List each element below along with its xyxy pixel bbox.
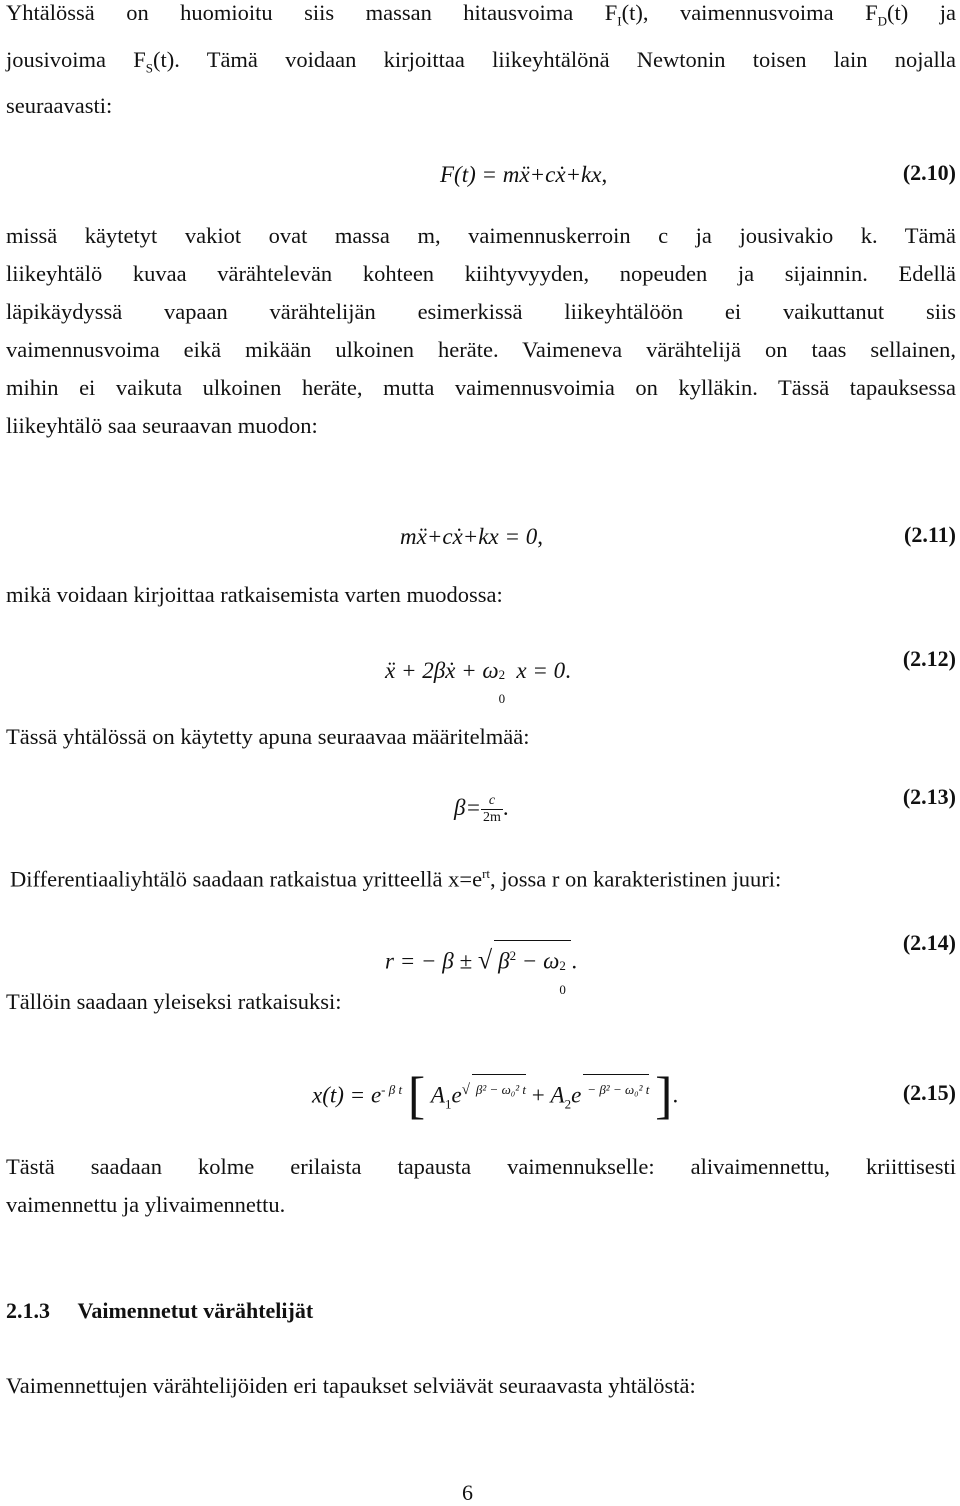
paragraph-2-line-2: liikeyhtälö kuvaa värähtelevän kohteen kiihtyvyyden, nopeuden ja sijainnin. Edellä (6, 261, 956, 286)
paragraph-2-line-6: liikeyhtälö saa seuraavan muodon: (6, 413, 318, 438)
square-root: $\beta^2 - \omega$ 2 0 (494, 940, 571, 977)
page-number: 6 (462, 1480, 473, 1505)
equation-2-15: $x(t) = e^{- \beta t}$ [ $A_1e^{√ \beta^2 - \omega_0^2 t} + A_2e$ $^{- \beta^2 - \omega_0^2 t}$ ]. (312, 1067, 679, 1125)
equation-2-14: r = − β ± √ $\beta^2 - \omega$ 2 0 . (385, 940, 577, 977)
equation-number-2-14: (2.14) (902, 930, 956, 955)
paragraph-7-line-2: vaimennettu ja ylivaimennettu. (6, 1192, 286, 1217)
equation-number-2-12: (2.12) (902, 646, 956, 671)
fraction-c-over-2m: $\frac{c}{2m}$ (482, 793, 501, 826)
paragraph-6: Tällöin saadaan yleiseksi ratkaisuksi: (6, 989, 342, 1014)
paragraph-5: Differentiaaliyhtälö saadaan ratkaistua yritteellä $x=e^{rt}$, jossa r on karakteristinen juuri: (10, 866, 782, 892)
section-title: Vaimennetut värähtelijät (77, 1298, 314, 1323)
paragraph-3: mikä voidaan kirjoittaa ratkaisemista varten muodossa: (6, 582, 503, 607)
left-bracket: [ (407, 1067, 426, 1125)
equation-number-2-13: (2.13) (902, 784, 956, 809)
paragraph-1-line-3: seuraavasti: (6, 93, 113, 118)
equation-2-13: β= $\frac{c}{2m}$ . (454, 793, 509, 826)
paragraph-2-line-5: mihin ei vaikuta ulkoinen heräte, mutta vaimennusvoimia on kylläkin. Tässä tapauksessa (6, 375, 956, 400)
paragraph-2-line-3: läpikäydyssä vapaan värähtelijän esimerkissä liikeyhtälöön ei vaikuttanut siis (6, 299, 956, 324)
paragraph-1 (6, 0, 956, 125)
paragraph-1-line-2: jousivoima $F_S(t)$. Tämä voidaan kirjoittaa liikeyhtälönä Newtonin toisen lain nojalla (6, 46, 956, 75)
section-heading (6, 1298, 313, 1324)
paragraph-1-line-1: Yhtälössä on huomioitu siis massan hitausvoima $F_I(t)$, vaimennusvoima $F_D(t)$ ja (6, 0, 956, 29)
paragraph-2-line-1: missä käytetyt vakiot ovat massa m, vaimennuskerroin c ja jousivakio k. Tämä (6, 223, 956, 248)
equation-number-2-10: (2.10) (902, 160, 956, 185)
paragraph-4: Tässä yhtälössä on käytetty apuna seuraavaa määritelmää: (6, 724, 530, 749)
equation-2-10: F(t) = mẍ+cẋ+kx, (440, 162, 608, 187)
equation-2-11: mẍ+cẋ+kx = 0, (400, 524, 543, 549)
equation-number-2-11: (2.11) (904, 522, 956, 547)
paragraph-2-line-4: vaimennusvoima eikä mikään ulkoinen heräte. Vaimeneva värähtelijä on taas sellainen, (6, 337, 956, 362)
paragraph-8: Vaimennettujen värähtelijöiden eri tapaukset selviävät seuraavasta yhtälöstä: (6, 1373, 696, 1398)
paragraph-7-line-1: Tästä saadaan kolme erilaista tapausta vaimennukselle: alivaimennettu, kriittisesti (6, 1154, 956, 1179)
paragraph-7 (6, 1148, 956, 1224)
section-number: 2.1.3 (6, 1298, 50, 1323)
equation-2-12: ẍ + 2βẋ + ω 2 0 x = 0. (385, 658, 571, 706)
equation-number-2-15: (2.15) (902, 1080, 956, 1105)
right-bracket: ] (655, 1067, 673, 1125)
paragraph-2 (6, 217, 956, 445)
